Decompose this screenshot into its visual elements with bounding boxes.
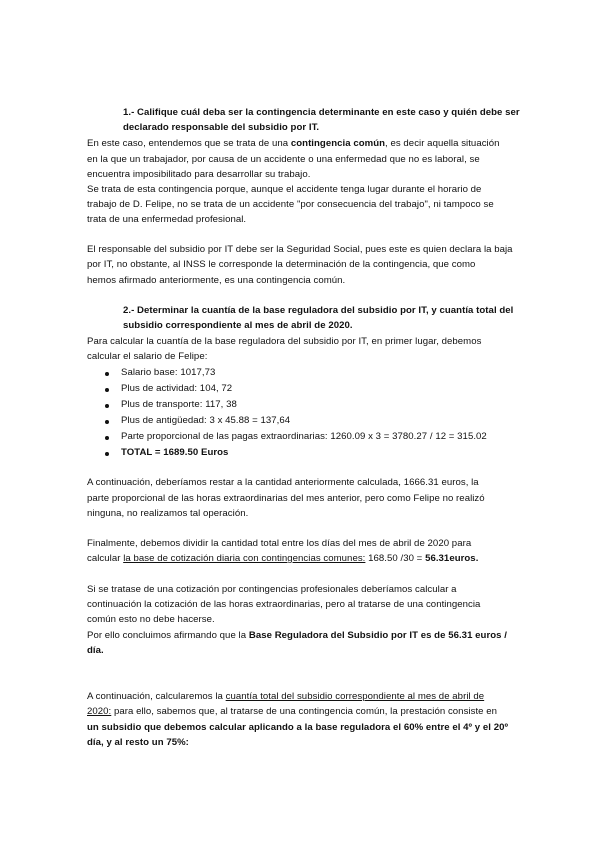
paragraph-3-line-1: El responsable del subsidio por IT debe ser la Seguridad Social, pues este es quien declara la baja [87, 244, 513, 255]
paragraph-5-underlined: la base de cotización diaria con contingencias comunes: [123, 553, 366, 564]
bullet-icon [105, 436, 109, 440]
paragraph-5-text-c: 168.50 /30 = [365, 553, 426, 564]
paragraph-8-line-4: día, y al resto un 75%: [87, 737, 189, 748]
paragraph-5-line-1: Finalmente, debemos dividir la cantidad total entre los días del mes de abril de 2020 para [87, 538, 472, 549]
bullet-icon [105, 452, 109, 456]
list-item-plus-transporte: Plus de transporte: 117, 38 [121, 399, 237, 410]
paragraph-5-line-2 [87, 553, 478, 565]
paragraph-7-conclusion: Base Reguladora del Subsidio por IT es de 56.31 euros / [248, 630, 507, 641]
paragraph-8-line-2 [87, 706, 497, 718]
bullet-icon [105, 404, 109, 408]
section-1-heading-line-2: declarado responsable del subsidio por IT. [123, 122, 320, 133]
paragraph-3-line-2: por IT, no obstante, al INSS le corresponde la determinación de la contingencia, que como [87, 259, 476, 270]
bullet-icon [105, 420, 109, 424]
paragraph-1-line-1 [87, 138, 500, 150]
list-item-plus-antiguedad: Plus de antigüedad: 3 x 45.88 = 137,64 [121, 415, 291, 426]
section-1-heading-line-1: 1.- Califique cuál deba ser la contingencia determinante en este caso y quién debe ser [123, 107, 520, 118]
paragraph-8-underlined-b: 2020: [87, 706, 112, 717]
bullet-icon [105, 388, 109, 392]
paragraph-8-line-1 [87, 691, 484, 703]
paragraph-1-line-3: encuentra imposibilitado para desarrollar su trabajo. [87, 169, 311, 180]
list-item-salario-base: Salario base: 1017,73 [121, 367, 216, 378]
list-item-pagas-extraordinarias: Parte proporcional de las pagas extraordinarias: 1260.09 x 3 = 3780.27 / 12 = 315.02 [121, 431, 487, 442]
paragraph-8-text-b: para ello, sabemos que, al tratarse de una contingencia común, la prestación consiste en [111, 706, 498, 717]
paragraph-7-line-2: día. [87, 645, 104, 656]
paragraph-5-result: 56.31euros. [425, 553, 479, 564]
paragraph-3-line-3: hemos afirmado anteriormente, es una contingencia común. [87, 275, 346, 286]
intro-line-2: calcular el salario de Felipe: [87, 351, 208, 362]
paragraph-8-underlined-a: cuantía total del subsidio correspondiente al mes de abril de [225, 691, 485, 702]
paragraph-1-line-2: en la que un trabajador, por causa de un accidente o una enfermedad que no es laboral, se [87, 154, 480, 165]
paragraph-2-line-1: Se trata de esta contingencia porque, aunque el accidente tenga lugar durante el horario de [87, 184, 482, 195]
section-2-heading-line-1: 2.- Determinar la cuantía de la base reguladora del subsidio por IT, y cuantía total del [123, 305, 514, 316]
bullet-icon [105, 372, 109, 376]
paragraph-5-text-a: calcular [87, 553, 124, 564]
paragraph-1-text-c: , es decir aquella situación [385, 138, 500, 149]
paragraph-8-text-a: A continuación, calcularemos la [87, 691, 226, 702]
paragraph-4-line-2: parte proporcional de las horas extraordinarias del mes anterior, pero como Felipe no realizó [87, 493, 485, 504]
paragraph-7-text-a: Por ello concluimos afirmando que la [87, 630, 249, 641]
paragraph-6-line-1: Si se tratase de una cotización por contingencias profesionales deberíamos calcular a [87, 584, 457, 595]
list-item-total: TOTAL = 1689.50 Euros [121, 447, 229, 458]
paragraph-1-text-a: En este caso, entendemos que se trata de una [87, 138, 291, 149]
section-2-heading-line-2: subsidio correspondiente al mes de abril de 2020. [123, 320, 353, 331]
paragraph-1-bold-term: contingencia común [290, 138, 386, 149]
paragraph-2-line-2: trabajo de D. Felipe, no se trata de un accidente "por consecuencia del trabajo", ni tampoco se [87, 199, 494, 210]
paragraph-6-line-3: común esto no debe hacerse. [87, 614, 215, 625]
paragraph-6-line-2: continuación la cotización de las horas extraordinarias, pero al tratarse de una contingencia [87, 599, 481, 610]
paragraph-8-line-3: un subsidio que debemos calcular aplicando a la base reguladora el 60% entre el 4º y el 20º [87, 722, 509, 733]
paragraph-4-line-1: A continuación, deberíamos restar a la cantidad anteriormente calculada, 1666.31 euros, la [87, 477, 479, 488]
list-item-plus-actividad: Plus de actividad: 104, 72 [121, 383, 233, 394]
intro-line-1: Para calcular la cuantía de la base reguladora del subsidio por IT, en primer lugar, debemos [87, 336, 482, 347]
paragraph-4-line-3: ninguna, no realizamos tal operación. [87, 508, 249, 519]
paragraph-2-line-3: trata de una enfermedad profesional. [87, 214, 247, 225]
paragraph-7-line-1 [87, 630, 507, 642]
